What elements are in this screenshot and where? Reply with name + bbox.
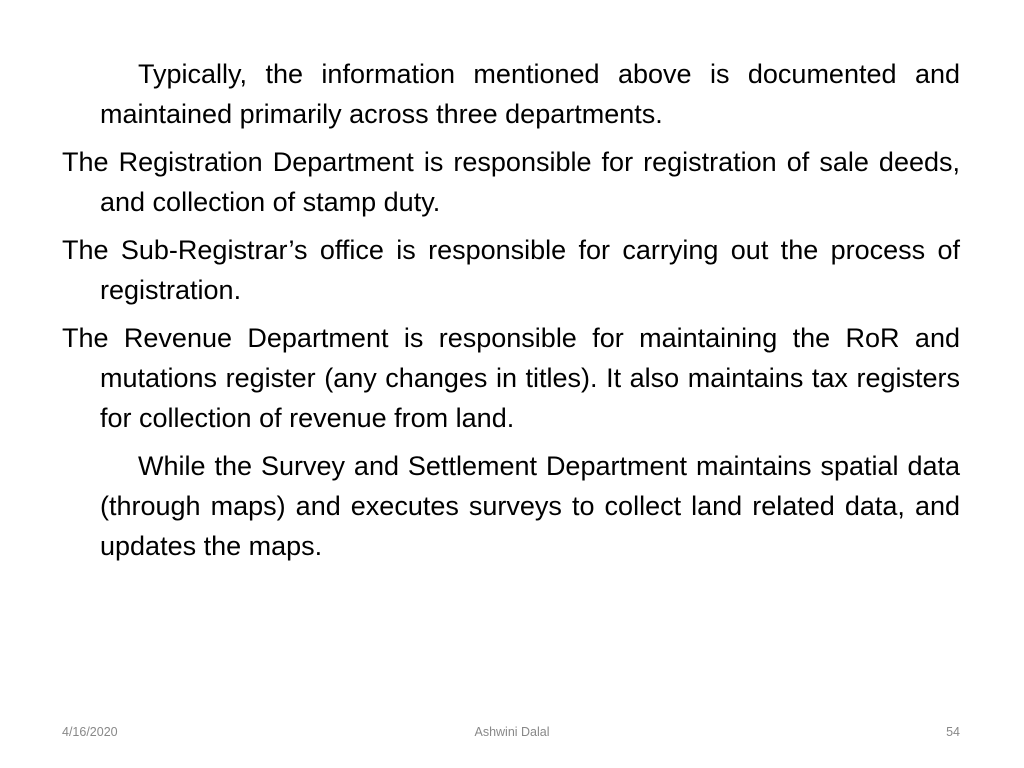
paragraph-intro (62, 54, 960, 134)
paragraph-survey-settlement-text: While the Survey and Settlement Department maintains spatial data (through maps) and executes surveys to collect land related data, and updates the maps. (100, 451, 960, 561)
footer-page-number: 54 (946, 725, 960, 739)
paragraph-sub-registrar-office: The Sub-Registrar’s office is responsible for carrying out the process of registration. (62, 235, 960, 305)
paragraph-intro-text: Typically, the information mentioned above is documented and maintained primarily across three departments. (100, 59, 960, 129)
slide-body (62, 54, 960, 574)
footer-date: 4/16/2020 (62, 725, 118, 739)
paragraph-survey-settlement (62, 446, 960, 566)
paragraph-revenue-department: The Revenue Department is responsible for maintaining the RoR and mutations register (any changes in titles). It also maintains tax registers for collection of revenue from land. (62, 323, 960, 433)
paragraph-registration-department: The Registration Department is responsible for registration of sale deeds, and collection of stamp duty. (62, 147, 960, 217)
footer-author: Ashwini Dalal (474, 725, 550, 739)
